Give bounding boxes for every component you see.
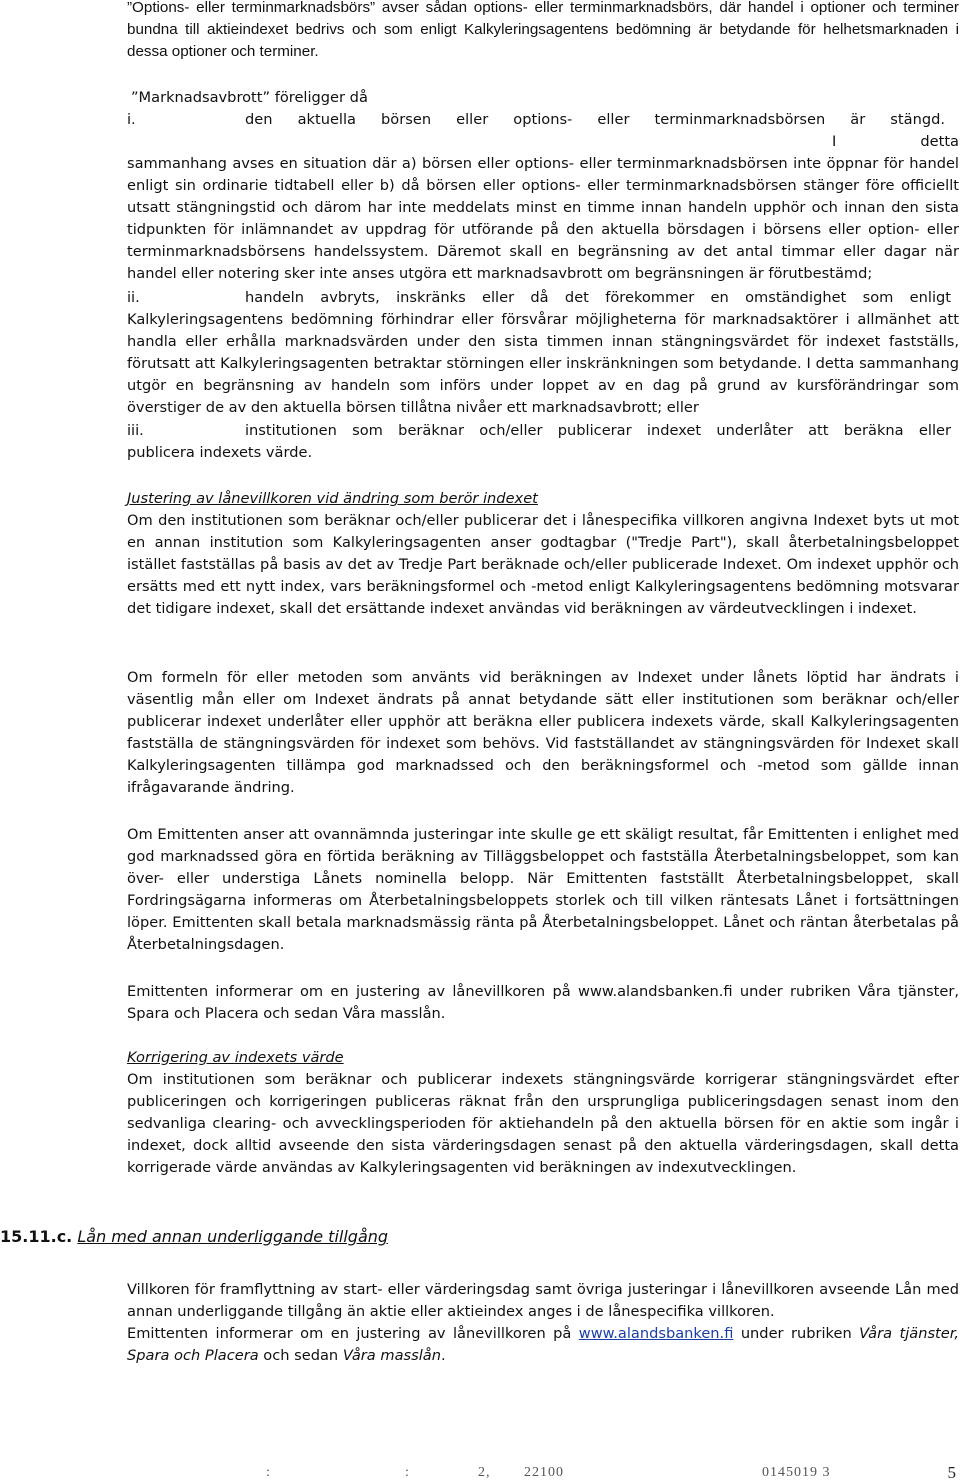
list-item-body: I detta sammanhang avses en situation där a) börsen eller options- eller terminmarknadsbörsen inte öppnar för handel enligt sin ordinarie tidtabell eller b) då börsen eller options- eller terminmarknadsbörsen stänger före officiellt utsatt stängningstid och därom har inte meddelats minst en timme innan handeln upphör och innan den sista tidpunkten för inlämnandet av uppdrag för utförande på den aktuella börsdagen i börsens eller option- eller terminmarknadsbörsens handelssystem. Däremot skall en begränsning av det antal timmar eller dagar när handel eller notering sker inte anses utgöra ett marknadsavbrott om begränsningen är förutbestämd;	[127, 133, 959, 282]
footer-mark: 2,	[478, 1465, 491, 1480]
intro-paragraph: ”Options- eller terminmarknadsbörs” avser sådan options- eller terminmarknadsbörs, där handel i optioner och terminer bundna till aktieindexet bedrivs och som enligt Kalkyleringsagentens bedömning är betydande för helhetsmarknaden i dessa optioner och terminer.	[127, 0, 959, 60]
section-text: Emittenten informerar om en justering av lånevillkoren på	[127, 1325, 572, 1342]
page-footer	[0, 1462, 960, 1480]
section-paragraph: Villkoren för framflyttning av start- eller värderingsdag samt övriga justeringar i lånevillkoren avseende Lån med annan underliggande tillgång än aktie eller aktieindex anges i de lånespecifika villkoren.	[127, 1281, 959, 1320]
adjustment-paragraph: Emittenten informerar om en justering av lånevillkoren på www.alandsbanken.fi under rubriken Våra tjänster, Spara och Placera och sedan Våra masslån.	[127, 983, 959, 1022]
list-item-number: ii.	[127, 289, 140, 306]
market-disruption-heading: ”Marknadsavbrott” föreligger då	[131, 89, 368, 106]
list-item	[127, 420, 959, 442]
list-item-lead: den aktuella börsen eller options- eller terminmarknadsbörsen är stängd.	[245, 111, 945, 128]
list-item	[127, 287, 959, 309]
section-italic: Våra masslån	[342, 1347, 441, 1364]
footer-mark: :	[266, 1465, 271, 1480]
section-title: Lån med annan underliggande tillgång	[77, 1227, 389, 1246]
section-text: under rubriken	[740, 1325, 852, 1342]
page-number: 5	[947, 1463, 956, 1482]
alandsbanken-link[interactable]: www.alandsbanken.fi	[578, 1325, 734, 1342]
section-text: .	[441, 1347, 446, 1364]
footer-number: 22100	[524, 1465, 564, 1480]
section-heading	[0, 1226, 388, 1248]
list-item-number: iii.	[127, 422, 144, 439]
list-item-body: Kalkyleringsagentens bedömning förhindrar eller försvårar möjligheterna för marknadsaktörer i allmänhet att handla eller erhålla marknadsvärden under den sista timmen innan stängningsvärdet för indexet fastställs, förutsatt att Kalkyleringsagenten betraktar störningen eller inskränkningen som betydande. I detta sammanhang utgör en begränsning av handeln som införs under loppet av en dag på grund av kursförändringar som överstiger de av den aktuella börsen tillåtna nivåer ett marknadsavbrott; eller	[127, 311, 959, 416]
list-item-lead: institutionen som beräknar och/eller publicerar indexet underlåter att beräkna eller	[245, 422, 951, 439]
footer-code: 0145019 3	[762, 1465, 831, 1480]
list-item-lead: handeln avbryts, inskränks eller då det förekommer en omständighet som enligt	[245, 289, 951, 306]
adjustment-paragraph: Om Emittenten anser att ovannämnda justeringar inte skulle ge ett skäligt resultat, får Emittenten i enlighet med god marknadssed göra en förtida beräkning av Tilläggsbeloppet och fastställa Återbetalningsbeloppet, som kan över- eller understiga Lånets nominella belopp. När Emittenten fastställt Återbetalningsbeloppet, skall Fordringsägarna informeras om Återbetalningsbeloppets storlek och till vilken räntesats Lånet i fortsättningen löper. Emittenten skall betala marknadsmässig ränta på Återbetalningsbeloppet. Lånet och räntan återbetalas på Återbetalningsdagen.	[127, 826, 959, 953]
section-text: och sedan	[263, 1347, 339, 1364]
correction-heading: Korrigering av indexets värde	[127, 1049, 344, 1066]
section-number: 15.11.c.	[0, 1227, 73, 1246]
adjustment-paragraph: Om formeln för eller metoden som använts vid beräkningen av Indexet under lånets löptid har ändrats i väsentlig mån eller om Indexet ändrats på annat betydande sätt eller institutionen som beräknar och/eller publicerar indexet underlåter eller upphör att beräkna eller publicera indexets värde, skall Kalkyleringsagenten fastställa de stängningsvärden för indexet som behövs. Vid fastställandet av stängningsvärden för Indexet skall Kalkyleringsagenten tillämpa god marknadssed och den beräkningsformel och -metod som gällde innan ifrågavarande ändring.	[127, 669, 959, 796]
list-item	[127, 109, 959, 131]
list-item-body: publicera indexets värde.	[127, 444, 313, 461]
correction-paragraph: Om institutionen som beräknar och publicerar indexets stängningsvärde korrigerar stängningsvärdet efter publiceringen och korrigeringen publiceras räknat från den ursprungliga publiceringsdagen senast inom den sedvanliga clearing- och avvecklingsperioden för aktiehandeln på den aktuella börsen för en aktie som ingår i indexet, dock alltid avseende den sista värderingsdagen senast på den aktuella värderingsdagen, skall detta korrigerade värde användas av Kalkyleringsagenten vid beräkningen av indexutvecklingen.	[127, 1071, 959, 1176]
section-italic: Våra tjänster, Spara och Placera	[127, 1325, 960, 1364]
adjustment-heading: Justering av lånevillkoren vid ändring som berör indexet	[127, 490, 538, 507]
list-item-number: i.	[127, 111, 136, 128]
footer-mark: :	[405, 1465, 410, 1480]
section-paragraph	[127, 1323, 959, 1367]
adjustment-paragraph: Om den institutionen som beräknar och/eller publicerar det i lånespecifika villkoren angivna Indexet byts ut mot en annan institution som Kalkyleringsagenten anser godtagbar ("Tredje Part"), skall återbetalningsbeloppet istället fastställas på basis av det av Tredje Part beräknade och/eller publicerade Indexet. Om indexet upphör och ersätts med ett nytt index, vars beräkningsformel och -metod enligt Kalkyleringsagentens bedömning motsvarar det tidigare indexet, skall det ersättande indexet användas vid beräkningen av värdeutvecklingen i indexet.	[127, 512, 959, 617]
